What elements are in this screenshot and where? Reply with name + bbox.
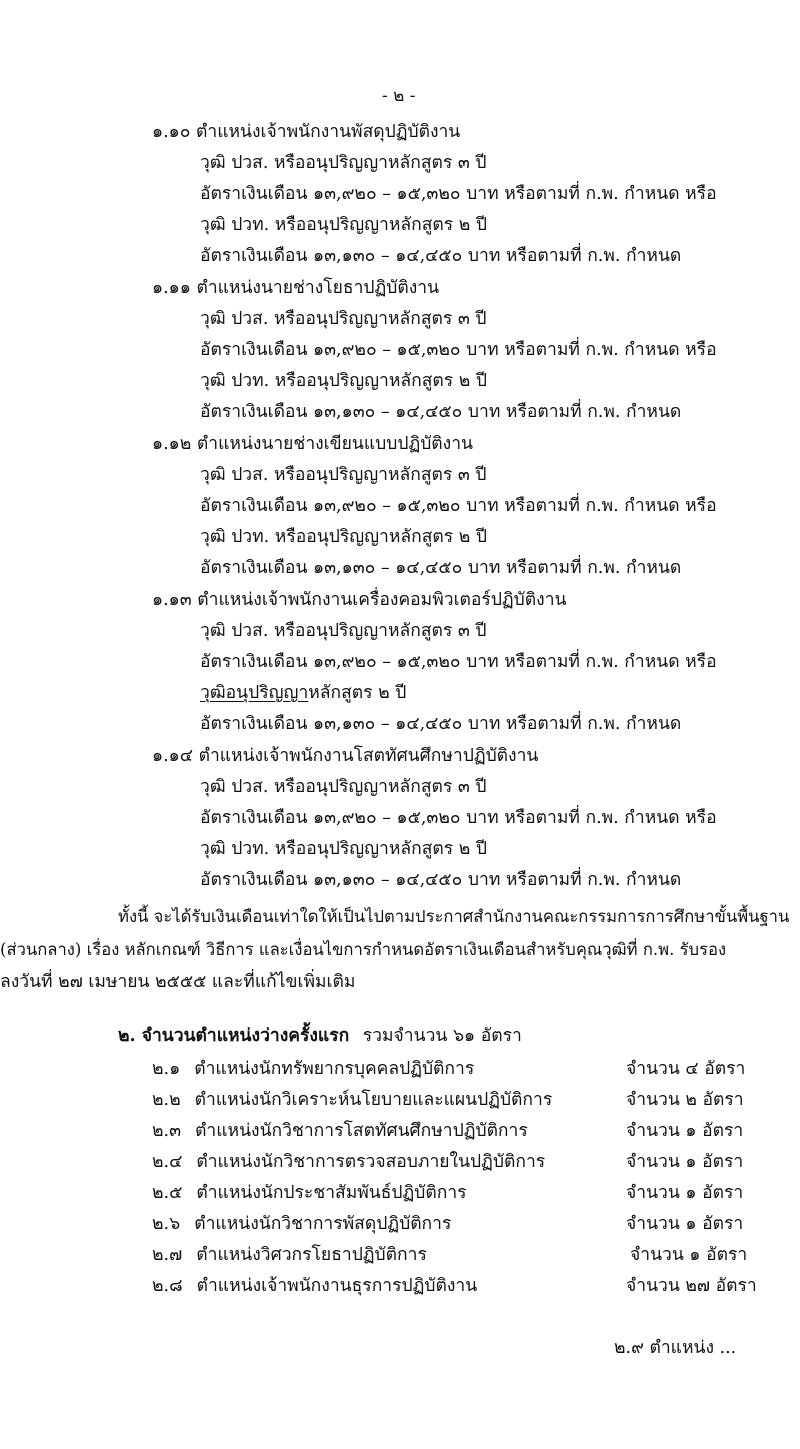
qualification-line: วุฒิ ปวส. หรืออนุปริญญาหลักสูตร ๓ ปี xyxy=(200,465,487,485)
vacancy-count: จำนวน ๑ อัตรา xyxy=(626,1121,744,1141)
position-heading: ๑.๑๐ ตำแหน่งเจ้าพนักงานพัสดุปฏิบัติงาน xyxy=(152,122,461,142)
qualification-line: วุฒิ ปวท. หรืออนุปริญญาหลักสูตร ๒ ปี xyxy=(200,839,487,859)
salary-line: อัตราเงินเดือน ๑๓,๑๓๐ – ๑๔,๔๕๐ บาท หรือตามที่ ก.พ. กำหนด xyxy=(200,870,682,890)
salary-line: อัตราเงินเดือน ๑๓,๑๓๐ – ๑๔,๔๕๐ บาท หรือตามที่ ก.พ. กำหนด xyxy=(200,558,682,578)
vacancy-item xyxy=(152,1057,474,1081)
qualification-line: วุฒิ ปวส. หรืออนุปริญญาหลักสูตร ๓ ปี xyxy=(200,309,487,329)
qualification-line: วุฒิ ปวท. หรืออนุปริญญาหลักสูตร ๒ ปี xyxy=(200,371,487,391)
vacancy-item xyxy=(152,1150,545,1174)
vacancy-position: ตำแหน่งนักวิชาการโสตทัศนศึกษาปฏิบัติการ xyxy=(195,1121,528,1141)
vacancy-count: จำนวน ๑ อัตรา xyxy=(630,1245,748,1265)
vacancy-position: ตำแหน่งวิศวกรโยธาปฏิบัติการ xyxy=(196,1245,427,1265)
paragraph-line: ทั้งนี้ จะได้รับเงินเดือนเท่าใดให้เป็นไปตามประกาศสำนักงานคณะกรรมการการศึกษาขั้นพื้นฐาน xyxy=(118,907,790,926)
paragraph-line: (ส่วนกลาง) เรื่อง หลักเกณฑ์ วิธีการ และเงื่อนไขการกำหนดอัตราเงินเดือนสำหรับคุณวุฒิที่ ก.พ. รับรอง xyxy=(0,940,727,959)
salary-line: อัตราเงินเดือน ๑๓,๙๒๐ – ๑๕,๓๒๐ บาท หรือตามที่ ก.พ. กำหนด หรือ xyxy=(200,340,717,360)
salary-line: อัตราเงินเดือน ๑๓,๙๒๐ – ๑๕,๓๒๐ บาท หรือตามที่ ก.พ. กำหนด หรือ xyxy=(200,496,717,516)
qualification-line: วุฒิ ปวส. หรืออนุปริญญาหลักสูตร ๓ ปี xyxy=(200,777,487,797)
vacancy-count: จำนวน ๑ อัตรา xyxy=(626,1152,744,1172)
vacancy-number: ๒.๖ xyxy=(152,1214,181,1234)
qualification-line: วุฒิ ปวท. หรืออนุปริญญาหลักสูตร ๒ ปี xyxy=(200,527,487,547)
position-heading: ๑.๑๔ ตำแหน่งเจ้าพนักงานโสตทัศนศึกษาปฏิบัติงาน xyxy=(152,746,539,766)
vacancy-item xyxy=(152,1243,427,1267)
position-heading: ๑.๑๑ ตำแหน่งนายช่างโยธาปฏิบัติงาน xyxy=(152,278,440,298)
section-total: รวมจำนวน ๖๑ อัตรา xyxy=(362,1026,522,1046)
salary-line: อัตราเงินเดือน ๑๓,๑๓๐ – ๑๔,๔๕๐ บาท หรือตามที่ ก.พ. กำหนด xyxy=(200,714,682,734)
vacancy-position: ตำแหน่งนักทรัพยากรบุคคลปฏิบัติการ xyxy=(194,1059,475,1079)
underlined-qualification: วุฒิอนุปริญญา xyxy=(200,683,309,703)
salary-line: อัตราเงินเดือน ๑๓,๑๓๐ – ๑๔,๔๕๐ บาท หรือตามที่ ก.พ. กำหนด xyxy=(200,402,682,422)
qualification-rest: หลักสูตร ๒ ปี xyxy=(308,683,407,703)
section-heading xyxy=(118,1024,522,1048)
vacancy-position: ตำแหน่งนักวิชาการตรวจสอบภายในปฏิบัติการ xyxy=(196,1152,546,1172)
salary-line: อัตราเงินเดือน ๑๓,๙๒๐ – ๑๕,๓๒๐ บาท หรือตามที่ ก.พ. กำหนด หรือ xyxy=(200,184,717,204)
vacancy-position: ตำแหน่งนักวิเคราะห์นโยบายและแผนปฏิบัติการ xyxy=(194,1090,553,1110)
vacancy-count: จำนวน ๒ อัตรา xyxy=(626,1090,744,1110)
vacancy-count: จำนวน ๔ อัตรา xyxy=(626,1059,746,1079)
qualification-line: วุฒิ ปวส. หรืออนุปริญญาหลักสูตร ๓ ปี xyxy=(200,153,487,173)
position-heading: ๑.๑๓ ตำแหน่งเจ้าพนักงานเครื่องคอมพิวเตอร์ปฏิบัติงาน xyxy=(152,590,567,610)
vacancy-item xyxy=(152,1088,552,1112)
vacancy-item xyxy=(152,1119,528,1143)
qualification-line xyxy=(200,681,406,705)
continuation-note: ๒.๙ ตำแหน่ง ... xyxy=(614,1338,737,1358)
salary-line: อัตราเงินเดือน ๑๓,๙๒๐ – ๑๕,๓๒๐ บาท หรือตามที่ ก.พ. กำหนด หรือ xyxy=(200,808,717,828)
vacancy-number: ๒.๓ xyxy=(152,1121,182,1141)
vacancy-number: ๒.๕ xyxy=(152,1183,183,1203)
vacancy-count: จำนวน ๒๗ อัตรา xyxy=(626,1276,757,1296)
vacancy-number: ๒.๑ xyxy=(152,1059,181,1079)
salary-line: อัตราเงินเดือน ๑๓,๑๓๐ – ๑๔,๔๕๐ บาท หรือตามที่ ก.พ. กำหนด xyxy=(200,246,682,266)
vacancy-number: ๒.๔ xyxy=(152,1152,183,1172)
vacancy-number: ๒.๗ xyxy=(152,1245,183,1265)
vacancy-count: จำนวน ๑ อัตรา xyxy=(626,1214,744,1234)
vacancy-number: ๒.๒ xyxy=(152,1090,181,1110)
vacancy-item xyxy=(152,1274,477,1298)
qualification-line: วุฒิ ปวท. หรืออนุปริญญาหลักสูตร ๒ ปี xyxy=(200,215,487,235)
vacancy-item xyxy=(152,1212,451,1236)
vacancy-count: จำนวน ๑ อัตรา xyxy=(626,1183,744,1203)
vacancy-position: ตำแหน่งเจ้าพนักงานธุรการปฏิบัติงาน xyxy=(196,1276,478,1296)
page-number: - ๒ - xyxy=(382,86,416,106)
salary-line: อัตราเงินเดือน ๑๓,๙๒๐ – ๑๕,๓๒๐ บาท หรือตามที่ ก.พ. กำหนด หรือ xyxy=(200,652,717,672)
vacancy-position: ตำแหน่งนักประชาสัมพันธ์ปฏิบัติการ xyxy=(196,1183,467,1203)
vacancy-number: ๒.๘ xyxy=(152,1276,183,1296)
position-heading: ๑.๑๒ ตำแหน่งนายช่างเขียนแบบปฏิบัติงาน xyxy=(152,434,474,454)
vacancy-item xyxy=(152,1181,467,1205)
vacancy-position: ตำแหน่งนักวิชาการพัสดุปฏิบัติการ xyxy=(194,1214,452,1234)
section-title: ๒. จำนวนตำแหน่งว่างครั้งแรก xyxy=(118,1026,350,1046)
paragraph-line: ลงวันที่ ๒๗ เมษายน ๒๕๕๕ และที่แก้ไขเพิ่มเติม xyxy=(0,972,356,992)
qualification-line: วุฒิ ปวส. หรืออนุปริญญาหลักสูตร ๓ ปี xyxy=(200,621,487,641)
